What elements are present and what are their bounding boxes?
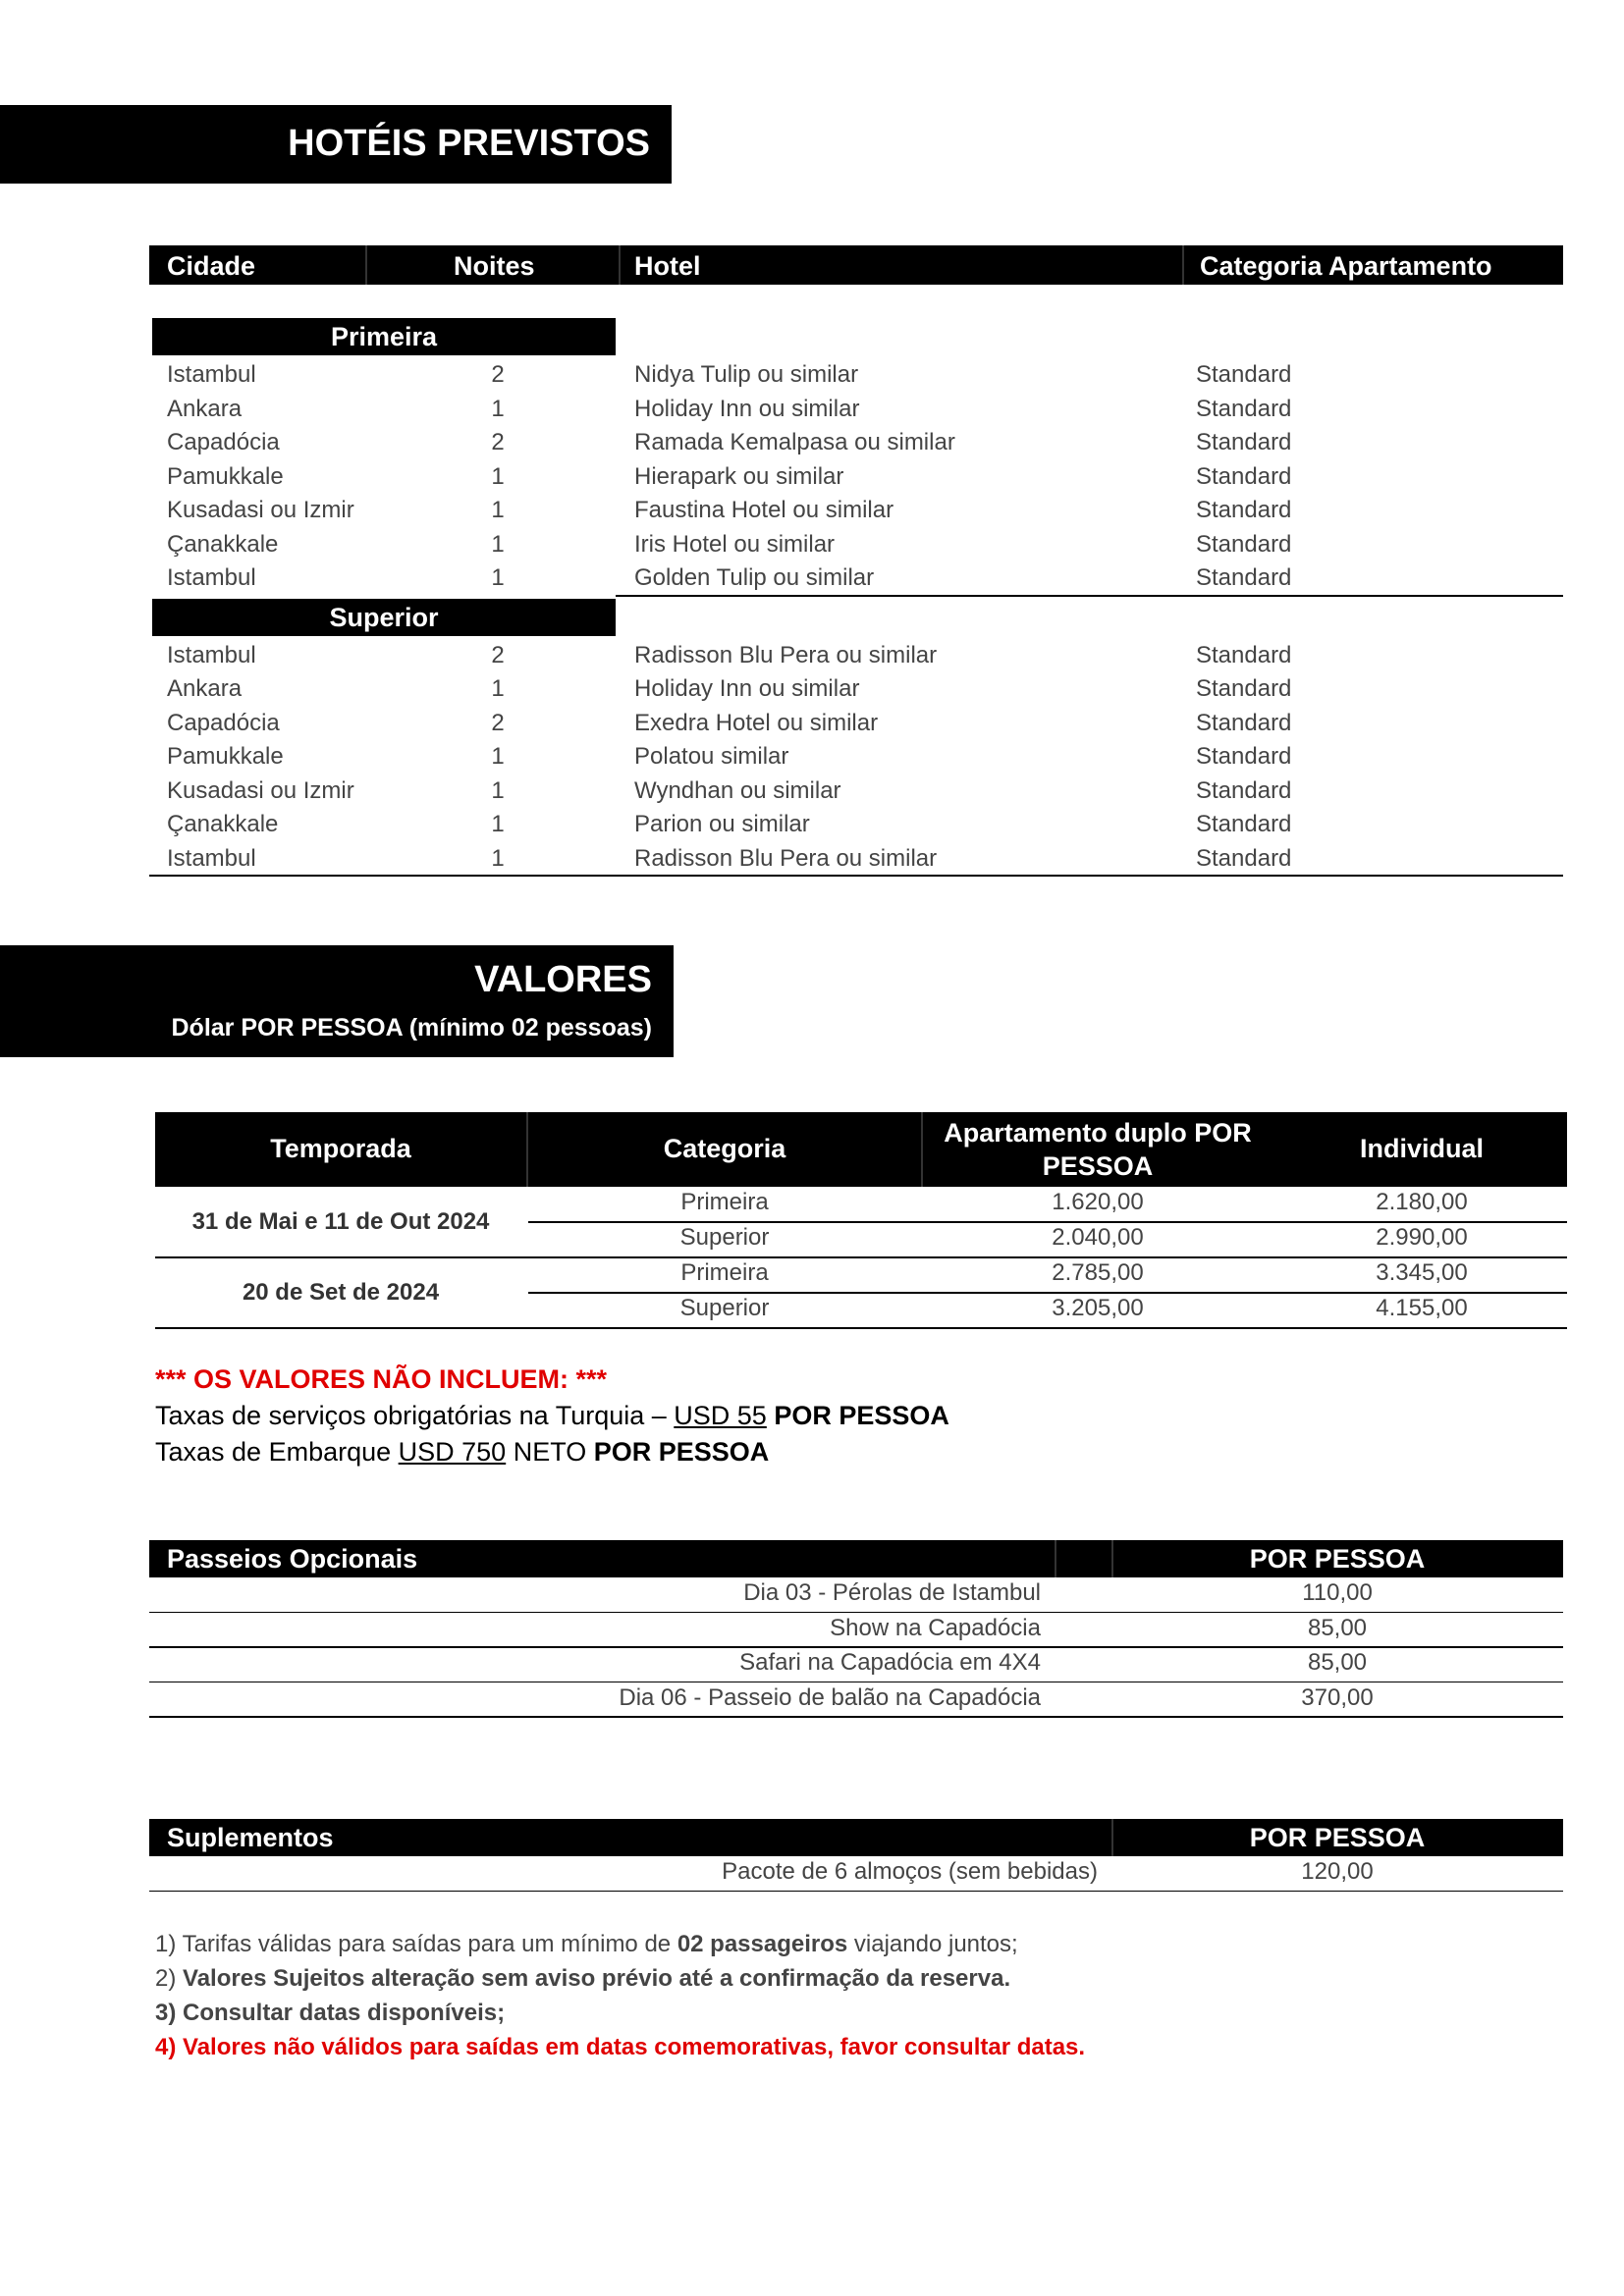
note-1 xyxy=(155,1927,1085,1961)
table-row xyxy=(149,743,1563,776)
table-row xyxy=(149,1858,1563,1892)
hotel-row-hotel: Radisson Blu Pera ou similar xyxy=(634,844,938,872)
hotel-row-noites: 1 xyxy=(491,462,505,490)
hotel-row-noites: 1 xyxy=(491,675,505,702)
valores-row-categoria: Primeira xyxy=(680,1189,769,1215)
passeios-header xyxy=(149,1540,1563,1577)
hotel-row-noites: 2 xyxy=(491,641,505,668)
taxa-servicos-label: Taxas de serviços obrigatórias na Turquia – xyxy=(155,1401,675,1430)
valores-banner xyxy=(0,945,674,1057)
valores-row-duplo: 1.620,00 xyxy=(1052,1189,1144,1215)
table-row xyxy=(149,1579,1563,1613)
hotel-row-noites: 1 xyxy=(491,776,505,804)
hotels-group-header xyxy=(152,318,616,355)
hotel-row-noites: 1 xyxy=(491,497,505,523)
passeios-row-price: 110,00 xyxy=(1302,1579,1373,1606)
notes xyxy=(155,1927,1085,2064)
hotel-row-cidade: Istambul xyxy=(167,564,256,591)
hotel-row-noites: 1 xyxy=(491,743,505,770)
hotel-row-cidade: Çanakkale xyxy=(167,811,279,837)
hotel-row-hotel: Wyndhan ou similar xyxy=(634,776,841,804)
hotel-row-hotel: Polatou similar xyxy=(634,743,789,770)
hotel-row-noites: 2 xyxy=(491,709,505,736)
hotel-row-hotel: Holiday Inn ou similar xyxy=(634,675,860,702)
valores-row-individual: 4.155,00 xyxy=(1376,1295,1468,1321)
hotel-row-cidade: Kusadasi ou Izmir xyxy=(167,497,354,523)
valores-row-duplo: 3.205,00 xyxy=(1052,1295,1144,1321)
table-bottom-line xyxy=(149,875,1563,877)
valores-row-categoria: Superior xyxy=(679,1295,770,1321)
hotel-row-hotel: Hierapark ou similar xyxy=(634,462,844,490)
hotel-row-cidade: Pamukkale xyxy=(167,462,284,490)
valores-row-individual: 2.990,00 xyxy=(1376,1224,1468,1251)
hotel-row-hotel: Golden Tulip ou similar xyxy=(634,564,875,591)
suplementos-row-label: Pacote de 6 almoços (sem bebidas) xyxy=(722,1858,1098,1885)
hotel-row-categoria: Standard xyxy=(1196,395,1292,422)
hotel-row-categoria: Standard xyxy=(1196,776,1292,804)
note-1-b: 02 passageiros xyxy=(677,1931,848,1957)
nao-incluem-title: *** OS VALORES NÃO INCLUEM: *** xyxy=(155,1364,608,1394)
passeios-header-por-pessoa: POR PESSOA xyxy=(1249,1544,1426,1574)
taxa-servicos-amount: USD 55 xyxy=(674,1401,767,1430)
passeios-row-price: 370,00 xyxy=(1301,1683,1374,1711)
hotel-row-hotel: Exedra Hotel ou similar xyxy=(634,709,879,736)
season-label: 31 de Mai e 11 de Out 2024 xyxy=(191,1208,490,1235)
valores-row-categoria: Primeira xyxy=(680,1259,769,1286)
table-row xyxy=(155,1189,1567,1222)
hotel-row-categoria: Standard xyxy=(1196,743,1292,770)
table-row xyxy=(149,777,1563,811)
suplementos-header-title: Suplementos xyxy=(167,1823,334,1852)
taxa-servicos-suffix: POR PESSOA xyxy=(774,1401,949,1430)
suplementos-header xyxy=(149,1819,1563,1856)
table-row xyxy=(149,1615,1563,1648)
note-2-b: Valores Sujeitos alteração sem aviso prévio até a confirmação da reserva. xyxy=(183,1965,1011,1992)
table-row xyxy=(149,564,1563,598)
taxa-embarque-mid: NETO xyxy=(506,1437,594,1467)
hotel-row-noites: 2 xyxy=(491,361,505,388)
hotel-row-hotel: Radisson Blu Pera ou similar xyxy=(634,641,938,668)
table-row xyxy=(155,1224,1567,1257)
hotel-row-categoria: Standard xyxy=(1196,462,1292,490)
hotel-row-hotel: Ramada Kemalpasa ou similar xyxy=(634,429,955,455)
header-temporada: Temporada xyxy=(270,1134,411,1163)
table-row xyxy=(149,710,1563,743)
passeios-row-price: 85,00 xyxy=(1307,1649,1368,1676)
hotel-row-cidade: Çanakkale xyxy=(167,530,279,558)
taxa-embarque-suffix: POR PESSOA xyxy=(593,1437,770,1467)
taxa-embarque-amount: USD 750 xyxy=(398,1437,507,1467)
hotel-row-categoria: Standard xyxy=(1196,361,1292,388)
table-row xyxy=(149,463,1563,497)
row-divider xyxy=(528,1221,1567,1223)
table-row xyxy=(149,845,1563,879)
note-2 xyxy=(155,1961,1085,1996)
table-row xyxy=(149,1649,1563,1682)
header-individual: Individual xyxy=(1359,1134,1484,1163)
hotel-row-hotel: Nidya Tulip ou similar xyxy=(634,361,859,388)
valores-banner-title: VALORES xyxy=(474,959,652,1000)
hotel-row-hotel: Faustina Hotel ou similar xyxy=(634,497,894,523)
hotel-row-hotel: Holiday Inn ou similar xyxy=(634,395,860,422)
note-1-a: 1) Tarifas válidas para saídas para um mínimo de xyxy=(155,1931,677,1957)
hotel-row-categoria: Standard xyxy=(1196,844,1292,872)
valores-row-individual: 3.345,00 xyxy=(1376,1259,1468,1286)
table-row xyxy=(149,1684,1563,1718)
table-row xyxy=(155,1259,1567,1293)
group-divider xyxy=(616,595,1563,597)
passeios-row-price: 85,00 xyxy=(1307,1614,1368,1641)
nao-incluem-line2 xyxy=(155,1437,769,1468)
hotel-row-cidade: Istambul xyxy=(167,641,256,668)
hotels-group-name: Superior xyxy=(329,602,439,632)
row-divider xyxy=(155,1327,1567,1329)
hotel-row-noites: 2 xyxy=(491,429,505,455)
header-hotel: Hotel xyxy=(634,251,701,281)
valores-row-duplo: 2.785,00 xyxy=(1052,1259,1144,1286)
hotels-group-name: Primeira xyxy=(330,322,438,351)
hotel-row-cidade: Capadócia xyxy=(167,429,280,455)
table-row xyxy=(149,361,1563,395)
hotels-banner xyxy=(0,105,672,184)
valores-row-individual: 2.180,00 xyxy=(1376,1189,1468,1215)
valores-row-duplo: 2.040,00 xyxy=(1052,1224,1144,1251)
passeios-row-label: Safari na Capadócia em 4X4 xyxy=(739,1649,1041,1676)
table-row xyxy=(149,642,1563,675)
hotel-row-categoria: Standard xyxy=(1196,429,1292,455)
hotel-row-noites: 1 xyxy=(491,811,505,837)
note-4: 4) Valores não válidos para saídas em datas comemorativas, favor consultar datas. xyxy=(155,2034,1086,2060)
hotel-row-categoria: Standard xyxy=(1196,530,1292,558)
suplementos-header-por-pessoa: POR PESSOA xyxy=(1249,1823,1426,1852)
hotel-row-categoria: Standard xyxy=(1196,675,1292,702)
hotels-table-header xyxy=(149,245,1563,285)
passeios-row-label: Dia 06 - Passeio de balão na Capadócia xyxy=(619,1683,1041,1711)
table-row xyxy=(149,675,1563,709)
hotel-row-cidade: Ankara xyxy=(167,675,243,702)
hotel-row-cidade: Pamukkale xyxy=(167,743,284,770)
hotel-row-cidade: Capadócia xyxy=(167,709,280,736)
table-row xyxy=(155,1295,1567,1328)
hotel-row-categoria: Standard xyxy=(1196,564,1292,591)
row-divider xyxy=(155,1256,1567,1258)
table-row xyxy=(149,811,1563,844)
hotel-row-noites: 1 xyxy=(491,395,505,422)
valores-banner-subtitle: Dólar POR PESSOA (mínimo 02 pessoas) xyxy=(171,1014,652,1041)
hotel-row-noites: 1 xyxy=(491,844,505,872)
hotel-row-cidade: Istambul xyxy=(167,361,256,388)
suplementos-row-price: 120,00 xyxy=(1301,1858,1374,1885)
passeios-row-label: Show na Capadócia xyxy=(830,1614,1041,1641)
season-label: 20 de Set de 2024 xyxy=(242,1279,440,1306)
row-divider xyxy=(528,1292,1567,1294)
note-3: 3) Consultar datas disponíveis; xyxy=(155,2000,506,2026)
table-row xyxy=(149,396,1563,429)
table-row xyxy=(149,497,1563,530)
header-duplo-line1: Apartamento duplo POR xyxy=(944,1118,1252,1148)
hotel-row-cidade: Ankara xyxy=(167,395,243,422)
header-noites: Noites xyxy=(454,251,535,281)
row-divider xyxy=(149,1646,1563,1648)
passeios-header-title: Passeios Opcionais xyxy=(167,1544,418,1574)
hotel-row-hotel: Iris Hotel ou similar xyxy=(634,530,836,558)
header-categoria: Categoria Apartamento xyxy=(1200,251,1492,281)
hotel-row-categoria: Standard xyxy=(1196,497,1292,523)
hotel-row-cidade: Istambul xyxy=(167,844,256,872)
valores-table-header xyxy=(155,1112,1567,1187)
hotel-row-categoria: Standard xyxy=(1196,709,1292,736)
hotel-row-noites: 1 xyxy=(491,564,505,591)
row-divider xyxy=(149,1716,1563,1718)
row-divider xyxy=(149,1682,1563,1683)
hotel-row-categoria: Standard xyxy=(1196,811,1292,837)
table-row xyxy=(149,531,1563,564)
header-categoria-valores: Categoria xyxy=(663,1134,786,1163)
header-cidade: Cidade xyxy=(167,251,256,281)
hotel-row-cidade: Kusadasi ou Izmir xyxy=(167,776,354,804)
row-divider xyxy=(149,1612,1563,1614)
hotel-row-hotel: Parion ou similar xyxy=(634,811,810,837)
hotel-row-categoria: Standard xyxy=(1196,641,1292,668)
hotels-group-header xyxy=(152,599,616,636)
passeios-row-label: Dia 03 - Pérolas de Istambul xyxy=(743,1579,1041,1606)
valores-row-categoria: Superior xyxy=(679,1224,770,1251)
note-1-c: viajando juntos; xyxy=(847,1931,1018,1957)
table-row xyxy=(149,429,1563,462)
nao-incluem-line1 xyxy=(155,1401,949,1431)
note-2-a: 2) xyxy=(155,1965,184,1992)
hotel-row-noites: 1 xyxy=(491,530,505,558)
row-divider xyxy=(149,1891,1563,1893)
hotels-banner-title: HOTÉIS PREVISTOS xyxy=(288,123,650,164)
taxa-embarque-label: Taxas de Embarque xyxy=(155,1437,399,1467)
header-duplo-line2: PESSOA xyxy=(1042,1151,1154,1181)
